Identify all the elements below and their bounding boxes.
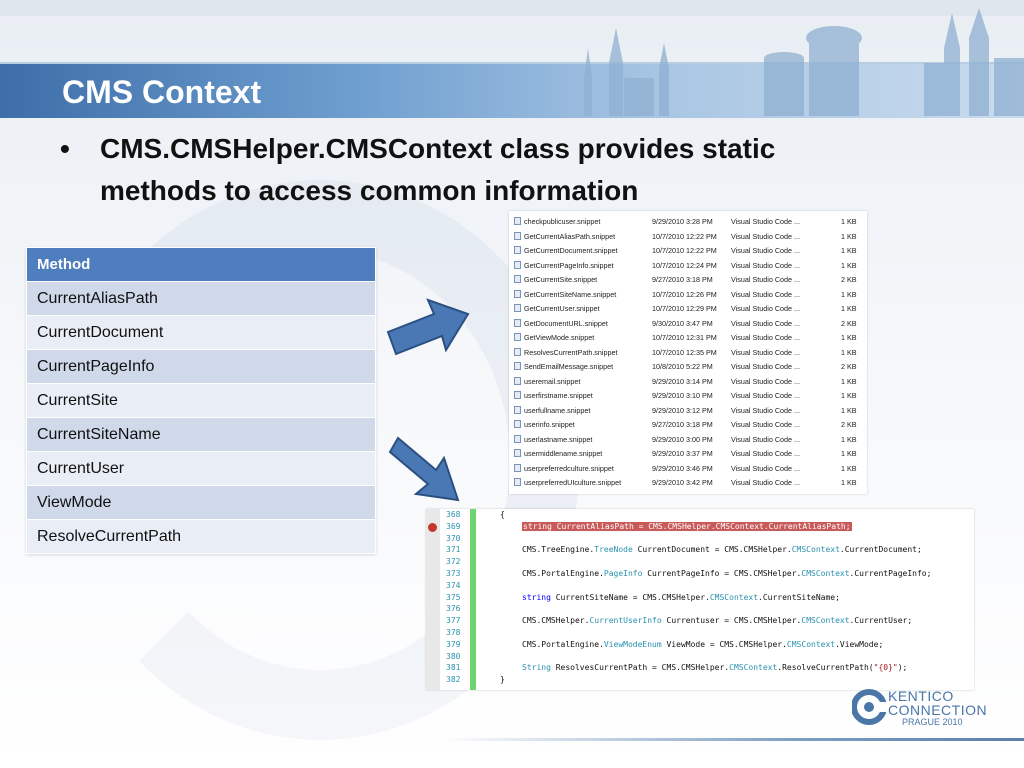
file-icon xyxy=(514,420,521,428)
file-name: userpreferredUIculture.snippet xyxy=(524,478,622,487)
file-date: 9/29/2010 3:14 PM xyxy=(652,376,713,386)
code-token: CMS.PortalEngine. xyxy=(522,639,604,649)
file-name: usermiddlename.snippet xyxy=(524,449,603,458)
line-number: 382 xyxy=(446,675,461,685)
file-date: 9/29/2010 3:37 PM xyxy=(652,449,713,458)
file-size: 1 KB xyxy=(841,391,857,400)
file-icon xyxy=(514,435,521,443)
file-icon xyxy=(514,217,521,225)
file-size: 1 KB xyxy=(841,463,857,473)
code-line xyxy=(426,663,974,675)
file-size: 1 KB xyxy=(841,217,857,226)
code-token: .ViewMode; xyxy=(835,639,884,649)
file-icon xyxy=(514,290,521,298)
code-line xyxy=(426,652,974,664)
file-date: 10/7/2010 12:22 PM xyxy=(652,246,717,255)
breakpoint-icon[interactable] xyxy=(428,523,437,532)
file-name: GetViewMode.snippet xyxy=(524,333,595,342)
file-size: 2 KB xyxy=(841,318,857,328)
code-token: .CurrentSiteName; xyxy=(758,592,840,602)
code-token: string xyxy=(522,592,551,602)
bullet-dot-icon: • xyxy=(60,133,70,164)
file-date: 10/8/2010 5:22 PM xyxy=(652,362,713,371)
file-icon xyxy=(514,464,521,472)
code-token: CurrentUserInfo xyxy=(589,616,662,626)
line-number: 376 xyxy=(446,604,461,614)
code-token: ViewModeEnum xyxy=(603,639,662,649)
file-row[interactable] xyxy=(509,476,867,491)
file-row[interactable] xyxy=(509,331,867,346)
line-number: 375 xyxy=(446,592,461,602)
code-token: .ResolveCurrentPath( xyxy=(777,663,874,673)
code-line xyxy=(426,545,974,557)
method-row: CurrentSite xyxy=(27,384,376,418)
file-type: Visual Studio Code ... xyxy=(731,420,800,429)
file-size: 1 KB xyxy=(841,289,857,299)
file-icon xyxy=(514,406,521,414)
file-name: ResolvesCurrentPath.snippet xyxy=(524,347,618,357)
file-row[interactable] xyxy=(509,418,867,433)
method-row: CurrentDocument xyxy=(27,316,376,350)
code-line xyxy=(426,640,974,652)
code-token: CMSContext xyxy=(729,663,778,673)
line-number: 380 xyxy=(446,651,461,661)
file-icon xyxy=(514,275,521,283)
code-line xyxy=(426,569,974,581)
code-line xyxy=(426,675,974,687)
file-type: Visual Studio Code ... xyxy=(731,362,800,371)
code-text xyxy=(522,593,840,602)
file-date: 9/30/2010 3:47 PM xyxy=(652,318,713,328)
prague-skyline-image xyxy=(524,8,1024,116)
code-token: PageInfo xyxy=(603,569,643,578)
code-line xyxy=(426,593,974,605)
file-date: 10/7/2010 12:31 PM xyxy=(652,333,717,342)
file-row[interactable] xyxy=(509,447,867,462)
file-name: userfirstname.snippet xyxy=(524,391,593,400)
file-icon xyxy=(514,377,521,385)
file-row[interactable] xyxy=(509,259,867,274)
file-type: Visual Studio Code ... xyxy=(731,463,800,473)
method-table xyxy=(26,247,376,554)
code-token: CMS.PortalEngine. xyxy=(522,569,604,578)
file-type: Visual Studio Code ... xyxy=(731,391,800,400)
line-number: 373 xyxy=(446,569,461,578)
file-icon xyxy=(514,348,521,356)
code-token: CMSContext xyxy=(709,592,759,602)
file-name: useremail.snippet xyxy=(524,376,581,386)
code-token: CMSContext xyxy=(801,616,850,626)
file-row[interactable] xyxy=(509,288,867,303)
line-number: 368 xyxy=(446,510,461,519)
code-token: CurrentSiteName = CMS.CMSHelper. xyxy=(550,592,710,602)
file-row[interactable] xyxy=(509,273,867,288)
file-icon xyxy=(514,449,521,457)
file-type: Visual Studio Code ... xyxy=(731,231,800,241)
file-name: GetCurrentAliasPath.snippet xyxy=(524,231,616,241)
file-date: 9/27/2010 3:18 PM xyxy=(652,420,713,429)
code-text xyxy=(500,675,505,684)
file-size: 1 KB xyxy=(841,333,857,342)
kentico-logo-icon xyxy=(852,688,890,726)
file-date: 9/29/2010 3:12 PM xyxy=(652,405,713,415)
method-row: ViewMode xyxy=(27,486,376,520)
code-token: ResolvesCurrentPath = CMS.CMSHelper. xyxy=(550,663,730,673)
file-row[interactable] xyxy=(509,462,867,477)
file-name: GetCurrentSite.snippet xyxy=(524,275,598,284)
file-name: userpreferredculture.snippet xyxy=(524,463,614,473)
code-token: CMSContext xyxy=(791,545,840,555)
file-type: Visual Studio Code ... xyxy=(731,347,800,357)
code-token: "{0}" xyxy=(873,663,898,673)
code-token: CurrentPageInfo = CMS.CMSHelper. xyxy=(642,569,802,578)
file-size: 1 KB xyxy=(841,376,857,386)
line-number: 377 xyxy=(446,616,461,626)
file-size: 1 KB xyxy=(841,449,857,458)
line-number: 372 xyxy=(446,557,461,567)
line-number: 369 xyxy=(446,521,461,531)
file-size: 1 KB xyxy=(841,478,857,487)
code-line xyxy=(426,628,974,640)
file-icon xyxy=(514,304,521,312)
code-token: } xyxy=(500,675,505,685)
file-row[interactable] xyxy=(509,215,867,230)
file-type: Visual Studio Code ... xyxy=(731,405,800,415)
file-type: Visual Studio Code ... xyxy=(731,318,800,328)
file-icon xyxy=(514,362,521,370)
file-date: 10/7/2010 12:35 PM xyxy=(652,347,717,357)
file-date: 9/27/2010 3:18 PM xyxy=(652,275,713,284)
code-line xyxy=(426,510,974,522)
code-line xyxy=(426,604,974,616)
code-token: CMS.CMSHelper. xyxy=(522,616,590,626)
method-row: CurrentSiteName xyxy=(27,418,376,452)
file-name: SendEmailMessage.snippet xyxy=(524,362,614,371)
logo-line-1: KENTICO xyxy=(888,688,954,704)
line-number: 374 xyxy=(446,580,461,590)
file-icon xyxy=(514,232,521,240)
file-size: 1 KB xyxy=(841,405,857,415)
file-icon xyxy=(514,261,521,269)
file-size: 1 KB xyxy=(841,260,857,270)
bullet-text: CMS.CMSHelper.CMSContext class provides static methods to access common information xyxy=(100,133,776,206)
code-line xyxy=(426,522,974,534)
method-row: CurrentPageInfo xyxy=(27,350,376,384)
file-type: Visual Studio Code ... xyxy=(731,478,800,487)
method-row: CurrentAliasPath xyxy=(27,282,376,316)
slide-title: CMS Context xyxy=(62,74,262,110)
file-date: 9/29/2010 3:42 PM xyxy=(652,478,713,487)
file-name: userlastname.snippet xyxy=(524,434,593,444)
logo-line-3: PRAGUE 2010 xyxy=(902,717,963,727)
code-token: String xyxy=(522,663,551,673)
code-token: ViewMode = CMS.CMSHelper. xyxy=(661,639,787,649)
code-token: CMS.TreeEngine. xyxy=(522,545,595,555)
code-text xyxy=(522,545,922,554)
file-name: GetDocumentURL.snippet xyxy=(524,318,608,328)
code-line xyxy=(426,616,974,628)
file-row[interactable] xyxy=(509,375,867,390)
code-token: CurrentDocument = CMS.CMSHelper. xyxy=(632,545,792,555)
file-name: GetCurrentUser.snippet xyxy=(524,304,600,313)
line-number: 381 xyxy=(446,663,461,673)
line-number: 371 xyxy=(446,545,461,555)
file-row[interactable] xyxy=(509,346,867,361)
arrow-down-right-icon xyxy=(388,434,468,504)
file-date: 10/7/2010 12:22 PM xyxy=(652,231,717,241)
code-token: string CurrentAliasPath = CMS.CMSHelper.CMSContext.CurrentAliasPath; xyxy=(523,521,851,531)
bullet-point xyxy=(60,128,860,212)
method-column-header: Method xyxy=(27,248,376,282)
file-date: 10/7/2010 12:29 PM xyxy=(652,304,717,313)
line-number: 379 xyxy=(446,639,461,649)
kentico-connection-logo xyxy=(852,688,1002,730)
file-icon xyxy=(514,391,521,399)
method-row: CurrentUser xyxy=(27,452,376,486)
file-row[interactable] xyxy=(509,244,867,259)
file-type: Visual Studio Code ... xyxy=(731,275,800,284)
code-text xyxy=(522,569,931,578)
file-icon xyxy=(514,333,521,341)
code-line xyxy=(426,557,974,569)
file-size: 2 KB xyxy=(841,275,857,284)
code-token: .CurrentUser; xyxy=(849,616,913,626)
file-icon xyxy=(514,319,521,327)
arrow-up-right-icon xyxy=(384,292,474,356)
file-row[interactable] xyxy=(509,389,867,404)
file-type: Visual Studio Code ... xyxy=(731,289,800,299)
file-row[interactable] xyxy=(509,433,867,448)
file-size: 1 KB xyxy=(841,347,857,357)
code-token: TreeNode xyxy=(594,545,633,555)
file-row[interactable] xyxy=(509,360,867,375)
file-name: userfullname.snippet xyxy=(524,405,591,415)
code-token: ); xyxy=(897,663,908,673)
snippet-file-list xyxy=(509,211,867,494)
code-line xyxy=(426,581,974,593)
code-token: CMSContext xyxy=(801,569,850,578)
file-name: GetCurrentPageInfo.snippet xyxy=(524,260,614,270)
file-size: 2 KB xyxy=(841,420,857,429)
file-date: 9/29/2010 3:00 PM xyxy=(652,434,713,444)
footer-rule xyxy=(440,738,1024,741)
code-line xyxy=(426,534,974,546)
code-token: CMSContext xyxy=(786,639,836,649)
file-row[interactable] xyxy=(509,404,867,419)
file-name: userinfo.snippet xyxy=(524,420,575,429)
file-name: checkpublicuser.snippet xyxy=(524,217,601,226)
method-row: ResolveCurrentPath xyxy=(27,520,376,554)
code-token: .CurrentDocument; xyxy=(839,545,922,555)
file-type: Visual Studio Code ... xyxy=(731,434,800,444)
file-type: Visual Studio Code ... xyxy=(731,376,800,386)
code-editor xyxy=(426,509,974,690)
file-type: Visual Studio Code ... xyxy=(731,217,800,226)
file-type: Visual Studio Code ... xyxy=(731,304,800,313)
code-token: .CurrentPageInfo; xyxy=(849,569,932,578)
file-name: GetCurrentSiteName.snippet xyxy=(524,289,617,299)
code-text xyxy=(500,510,505,519)
line-number: 370 xyxy=(446,533,461,543)
file-row[interactable] xyxy=(509,230,867,245)
file-type: Visual Studio Code ... xyxy=(731,260,800,270)
code-token: Currentuser = CMS.CMSHelper. xyxy=(661,616,802,626)
logo-line-2: CONNECTION xyxy=(888,702,988,718)
file-size: 2 KB xyxy=(841,362,857,371)
file-size: 1 KB xyxy=(841,434,857,444)
file-row[interactable] xyxy=(509,302,867,317)
line-number: 378 xyxy=(446,628,461,637)
file-size: 1 KB xyxy=(841,231,857,241)
file-size: 1 KB xyxy=(841,246,857,255)
file-date: 9/29/2010 3:10 PM xyxy=(652,391,713,400)
file-type: Visual Studio Code ... xyxy=(731,333,800,342)
file-date: 10/7/2010 12:24 PM xyxy=(652,260,717,270)
code-text xyxy=(522,616,912,625)
code-text xyxy=(522,640,883,649)
file-date: 9/29/2010 3:46 PM xyxy=(652,463,713,473)
code-token: { xyxy=(500,510,505,519)
file-icon xyxy=(514,246,521,254)
code-text xyxy=(522,663,907,672)
file-size: 1 KB xyxy=(841,304,857,313)
file-type: Visual Studio Code ... xyxy=(731,449,800,458)
file-date: 10/7/2010 12:26 PM xyxy=(652,289,717,299)
file-row[interactable] xyxy=(509,317,867,332)
file-icon xyxy=(514,478,521,486)
code-text xyxy=(522,522,852,531)
file-name: GetCurrentDocument.snippet xyxy=(524,246,618,255)
file-type: Visual Studio Code ... xyxy=(731,246,800,255)
file-date: 9/29/2010 3:28 PM xyxy=(652,217,713,226)
